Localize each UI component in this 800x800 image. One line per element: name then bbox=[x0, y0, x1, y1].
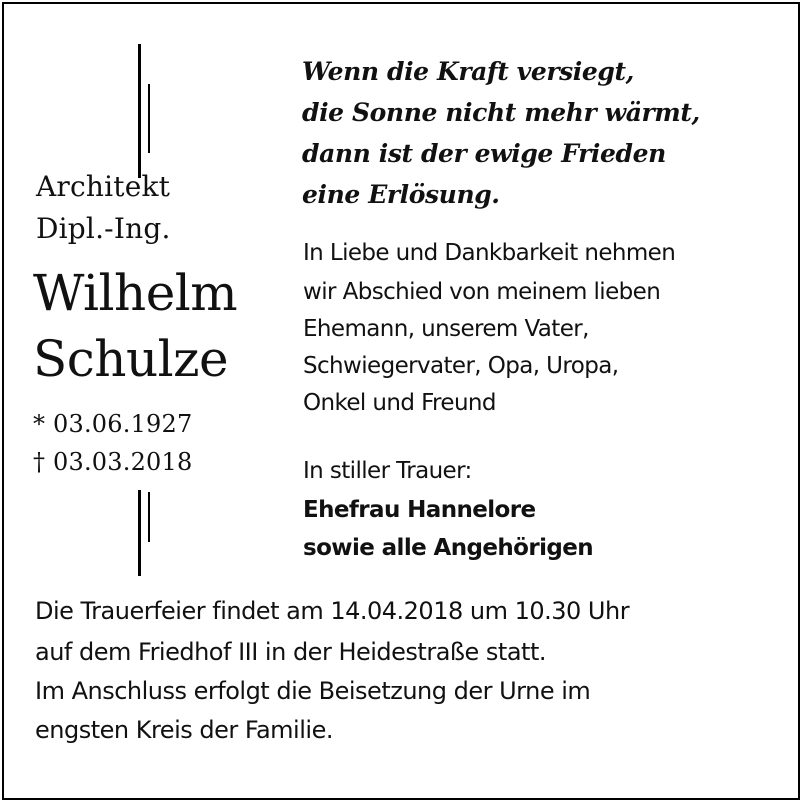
funeral-line: engsten Kreis der Familie. bbox=[35, 716, 333, 744]
last-name: Schulze bbox=[33, 330, 229, 388]
top-rule-short bbox=[148, 84, 150, 153]
funeral-line: Im Anschluss erfolgt die Beisetzung der Urne im bbox=[35, 677, 591, 705]
farewell-line: wir Abschied von meinem lieben bbox=[303, 279, 661, 305]
funeral-line: Die Trauerfeier findet am 14.04.2018 um 10.30 Uhr bbox=[35, 597, 630, 625]
farewell-line: Schwiegervater, Opa, Uropa, bbox=[303, 353, 619, 379]
farewell-line: Ehemann, unserem Vater, bbox=[303, 316, 589, 342]
funeral-line: auf dem Friedhof III in der Heidestraße statt. bbox=[35, 638, 546, 666]
poem-line: Wenn die Kraft versiegt, bbox=[302, 57, 634, 86]
bottom-rule-short bbox=[148, 492, 150, 542]
death-date: † 03.03.2018 bbox=[33, 448, 193, 476]
title-degree: Dipl.-Ing. bbox=[36, 212, 171, 245]
farewell-line: In Liebe und Dankbarkeit nehmen bbox=[303, 240, 676, 266]
first-name: Wilhelm bbox=[33, 264, 238, 322]
mourners-intro: In stiller Trauer: bbox=[303, 458, 472, 484]
poem-line: dann ist der ewige Frieden bbox=[302, 139, 666, 168]
mourner-name: Ehefrau Hannelore bbox=[303, 497, 536, 523]
top-rule-long bbox=[138, 44, 141, 178]
title-architect: Architekt bbox=[36, 170, 171, 203]
mourner-name: sowie alle Angehörigen bbox=[303, 535, 594, 561]
poem-line: eine Erlösung. bbox=[302, 180, 500, 209]
birth-date: * 03.06.1927 bbox=[33, 410, 193, 438]
poem-line: die Sonne nicht mehr wärmt, bbox=[302, 98, 700, 127]
bottom-rule-long bbox=[138, 490, 141, 576]
farewell-line: Onkel und Freund bbox=[303, 390, 496, 416]
